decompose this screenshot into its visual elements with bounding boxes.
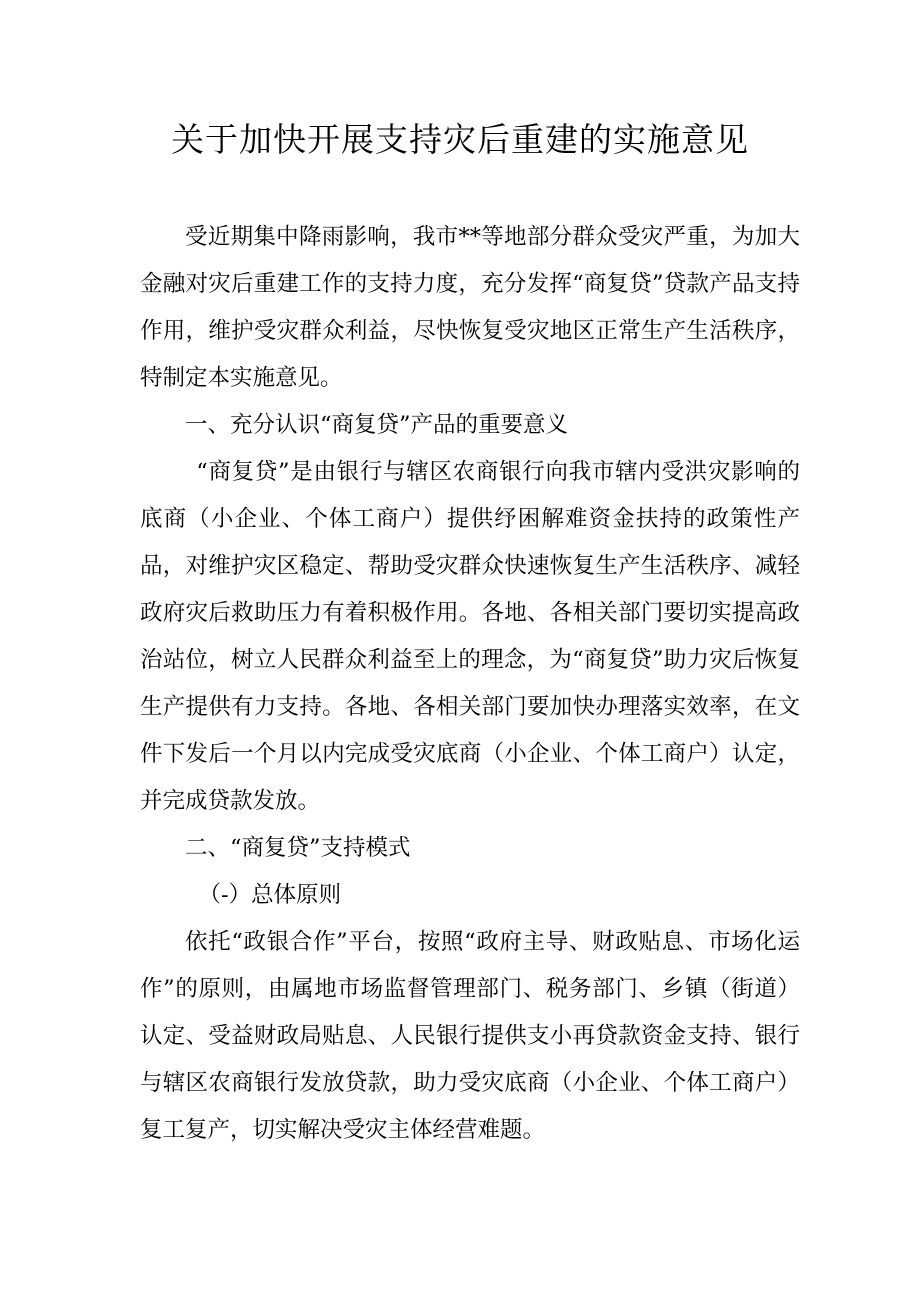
subsection-heading-1: （-）总体原则 [198,882,342,908]
document-title: 关于加快开展支持灾后重建的实施意见 [171,120,749,159]
paragraph-significance: “商复贷”是由银行与辖区农商银行向我市辖内受洪灾影响的底商（小企业、个体工商户）提供纾困解难资金扶持的政策性产品，对维护灾区稳定、帮助受灾群众快速恢复生产生活秩序、减轻政府灾后救助压力有着积极作用。各地、各相关部门要切实提高政治站位，树立人民群众利益至上的理念，为“商复贷”助力灾后恢复生产提供有力支持。各地、各相关部门要加快办理落实效率，在文件下发后一个月以内完成受灾底商（小企业、个体工商户）认定，并完成贷款发放。 [140,459,800,814]
section-heading-1: 一、充分认识“商复贷”产品的重要意义 [185,412,569,438]
paragraph-principle: 依托“政银合作”平台，按照“政府主导、财政贴息、市场化运作”的原则，由属地市场监督管理部门、税务部门、乡镇（街道）认定、受益财政局贴息、人民银行提供支小再贷款资金支持、银行与辖区农商银行发放贷款，助力受灾底商（小企业、个体工商户）复工复产，切实解决受灾主体经营难题。 [140,929,800,1143]
document-body [140,214,800,1154]
paragraph-intro: 受近期集中降雨影响，我市**等地部分群众受灾严重，为加大金融对灾后重建工作的支持力度，充分发挥“商复贷”贷款产品支持作用，维护受灾群众利益，尽快恢复受灾地区正常生产生活秩序，特制定本实施意见。 [140,224,800,391]
section-heading-2: 二、“商复贷”支持模式 [185,835,411,861]
